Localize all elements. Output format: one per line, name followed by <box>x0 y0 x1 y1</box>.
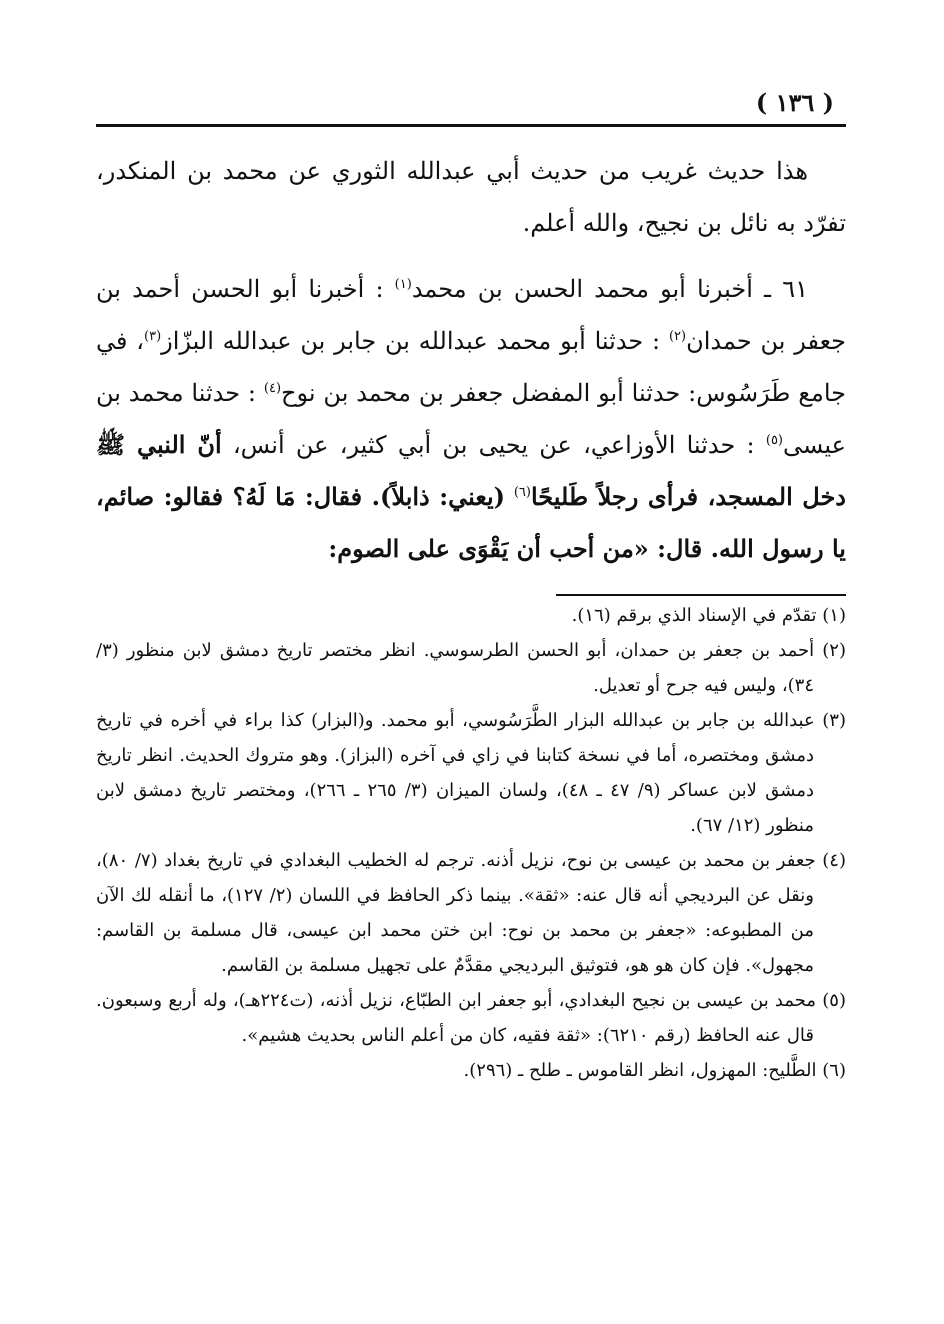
footnote-rule <box>556 594 846 596</box>
footnote-1: (١) تقدّم في الإسناد الذي برقم (١٦). <box>571 605 846 626</box>
footnote-ref: (٥) <box>765 433 783 448</box>
footnote-3: (٣) عبدالله بن جابر بن عبدالله البزار الطَّرَسُوسي، أبو محمد. و(البزار) كذا براء في أخره في تاريخ دمشق ومختصره، أما في نسخة كتابنا في زاي في آخره (البزاز). وهو متروك الحديث. انظر تاريخ دمشق لابن عساكر (٩/ ٤٧ ـ ٤٨)، ولسان الميزان (٣/ ٢٦٥ ـ ٢٦٦)، ومختصر تاريخ دمشق لابن منظور (١٢/ ٦٧). <box>96 710 846 836</box>
isnad-segment: : حدثنا محمد بن عيسى <box>96 379 846 459</box>
header-rule <box>96 124 846 127</box>
isnad-segment: : حدثنا الأوزاعي، عن يحيى بن أبي كثير، عن أنس، <box>232 431 755 459</box>
footnote-ref: (٤) <box>263 381 282 396</box>
footnote-ref: (٣) <box>144 329 162 344</box>
main-text <box>96 145 846 575</box>
isnad-segment: ، في جامع طَرَسُوس: حدثنا أبو المفضل جعفر بن محمد بن نوح <box>96 327 846 407</box>
footnote-6: (٦) الطَّليح: المهزول، انظر القاموس ـ طلح ـ (٢٩٦). <box>463 1060 846 1081</box>
footnote-ref: (١) <box>394 277 412 292</box>
matn-text: (يعني: ذابلاً). فقال: مَا لَهُ؟ فقالو: صائم، يا رسول الله. قال: «من أحب أن يَقْوَى على الصوم: <box>96 482 846 563</box>
footnote-ref: (٢) <box>668 329 687 344</box>
isnad-segment: : حدثنا أبو محمد عبدالله بن جابر بن عبدالله البزّاز <box>161 327 661 355</box>
footnotes <box>96 598 846 1088</box>
footnote-ref: (٦) <box>513 485 531 500</box>
footnote-4: (٤) جعفر بن محمد بن عيسى بن نوح، نزيل أذنه. ترجم له الخطيب البغدادي في تاريخ بغداد (٧/ ٨٠)، ونقل عن البرديجي أنه قال عنه: «ثقة». بينما ذكر الحافظ في اللسان (٢/ ١٢٧)، ما أنقله لك الآن من المطبوعه: «جعفر بن محمد بن نوح: ابن ختن محمد ابن عيسى، قال مسلمة بن القاسم: مجهول». فإن كان هو هو، فتوثيق البرديجي مقدَّمٌ على تجهيل مسلمة بن القاسم. <box>96 850 846 976</box>
paragraph-intro: هذا حديث غريب من حديث أبي عبدالله الثوري عن محمد بن المنكدر، تفرّد به نائل بن نجيح، والله أعلم. <box>96 157 846 237</box>
isnad-segment: ٦١ ـ أخبرنا أبو محمد الحسن بن محمد <box>411 275 808 303</box>
footnote-5: (٥) محمد بن عيسى بن نجيح البغدادي، أبو جعفر ابن الطبّاع، نزيل أذنه، (ت٢٢٤هـ)، وله أربع وسبعون. قال عنه الحافظ (رقم ٦٢١٠): «ثقة فقيه، كان من أعلم الناس بحديث هشيم». <box>96 990 846 1046</box>
page-number: ( ١٣٦ ) <box>755 88 834 117</box>
paragraph-hadith-61 <box>96 263 846 575</box>
footnote-2: (٢) أحمد بن جعفر بن حمدان، أبو الحسن الطرسوسي. انظر مختصر تاريخ دمشق لابن منظور (٣/ ٣٤)، وليس فيه جرح أو تعديل. <box>96 640 846 696</box>
isnad-segment: : أخبرنا أبو الحسن أحمد بن جعفر بن حمدان <box>96 275 846 355</box>
matn-text: أنّ النبي ﷺ دخل المسجد، فرأى رجلاً طَليحًا <box>96 430 846 511</box>
